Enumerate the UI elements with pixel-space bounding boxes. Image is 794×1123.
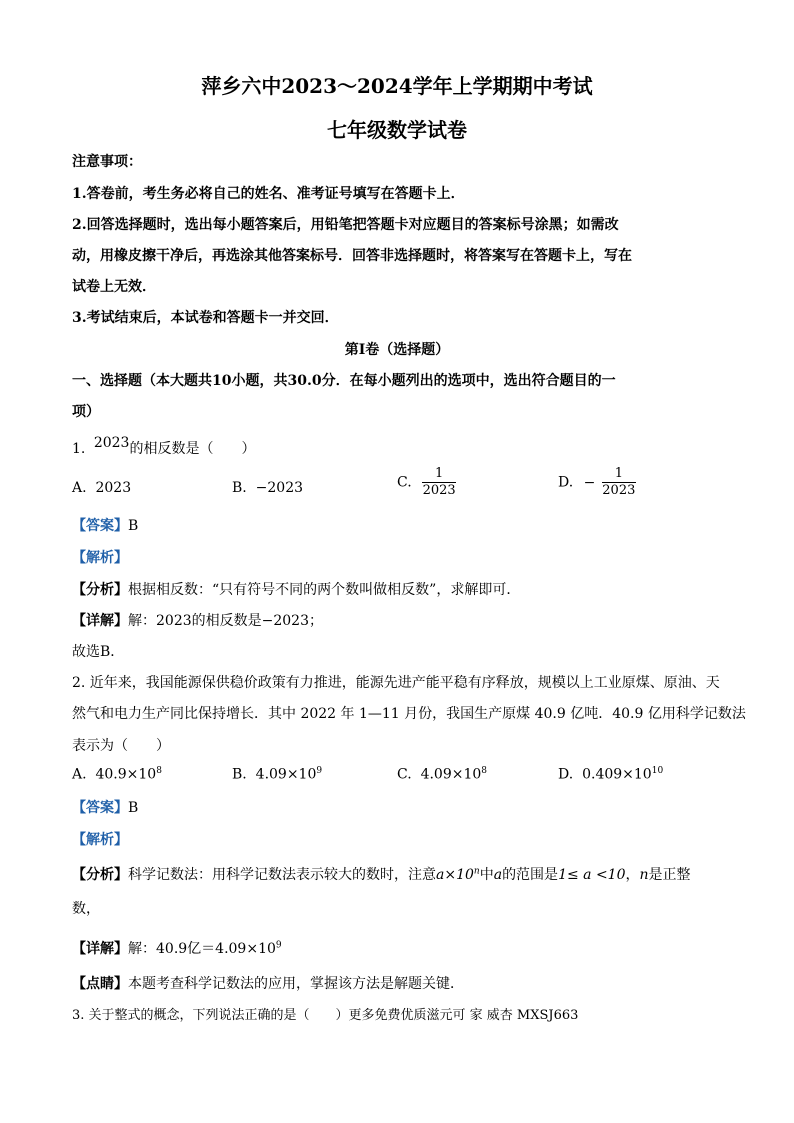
exponent: 10	[651, 766, 664, 776]
fraction	[602, 466, 636, 499]
exam-title: 萍乡六中2023～2024学年上学期期中考试	[201, 74, 593, 98]
question-1-text: 的相反数是（ ）	[129, 441, 256, 457]
exponent: 8	[481, 766, 488, 776]
xiangjie-text: 解：2023的相反数是−2023；	[128, 613, 323, 629]
fenxi-text: ，	[625, 867, 640, 883]
math-variable: a	[493, 867, 503, 883]
fraction-denominator: 2023	[602, 483, 636, 498]
q2-option-a	[72, 766, 162, 783]
q1-fenxi	[72, 579, 520, 599]
option-value: 4.09×10	[255, 766, 317, 783]
option-value: 40.9×10	[95, 766, 157, 783]
exponent: 9	[316, 766, 323, 776]
exponent: 8	[156, 766, 162, 776]
xiangjie-text: 解：40.9亿＝4.09×10	[128, 941, 276, 957]
q1-option-b	[232, 480, 303, 496]
question-2-line-1: 2. 近年来，我国能源保供稳价政策有力推进，能源先进产能平稳有序释放，规模以上工业原煤、原油、天	[72, 675, 720, 691]
exponent: n	[473, 866, 480, 877]
q2-fenxi-line-2: 数，	[72, 901, 100, 917]
dianjing-tag: 【点睛】	[72, 976, 128, 992]
xiangjie-tag: 【详解】	[72, 941, 128, 957]
note-2-line-2: 动，用橡皮擦干净后，再选涂其他答案标号．回答非选择题时，将答案写在答题卡上，写在	[72, 248, 632, 264]
minus-sign: −	[583, 474, 596, 491]
option-value: 2023	[95, 480, 132, 496]
question-1-expression: 2023	[93, 435, 130, 451]
option-value: −2023	[255, 480, 304, 496]
question-2-line-3: 表示为（ ）	[72, 738, 170, 754]
math-expression: a×10	[436, 867, 474, 883]
fenxi-text: 科学记数法：用科学记数法表示较大的数时，注意	[128, 867, 436, 883]
fenxi-text: 是正整	[648, 867, 691, 883]
fenxi-tag: 【分析】	[72, 582, 128, 598]
option-label: A.	[72, 480, 87, 496]
q2-xiangjie	[72, 938, 282, 958]
answer-value: B	[128, 518, 139, 534]
q1-xiangjie	[72, 610, 323, 630]
q2-option-d	[558, 766, 663, 783]
note-2-line-3: 试卷上无效．	[72, 279, 156, 295]
math-variable: n	[639, 867, 649, 883]
answer-tag: 【答案】	[72, 800, 128, 816]
fraction	[422, 466, 456, 499]
math-expression: 1≤ a <10	[558, 867, 626, 883]
q2-answer	[72, 797, 138, 817]
fenxi-text: 中	[479, 867, 494, 883]
option-value: 0.409×10	[582, 766, 652, 783]
option-label: D.	[558, 474, 574, 491]
note-1: 1.答卷前，考生务必将自己的姓名、准考证号填写在答题卡上．	[72, 186, 465, 202]
question-1	[72, 435, 256, 458]
q1-option-c	[397, 466, 456, 499]
answer-tag: 【答案】	[72, 518, 128, 534]
option-label: D.	[558, 766, 574, 783]
fenxi-text: 的范围是	[502, 867, 559, 883]
q2-dianjing	[72, 973, 464, 993]
fraction-numerator: 1	[614, 466, 623, 481]
fraction-numerator: 1	[434, 466, 444, 481]
option-value: 4.09×10	[420, 766, 482, 783]
option-label: C.	[397, 474, 412, 491]
q1-conclusion: 故选B．	[72, 644, 125, 660]
q1-option-d	[558, 466, 636, 499]
xiangjie-tag: 【详解】	[72, 613, 128, 629]
analysis-tag: 【解析】	[72, 550, 128, 566]
question-2-line-2: 然气和电力生产同比保持增长．其中 2022 年 1—11 月份，我国生产原煤 40.9 亿吨．40.9 亿用科学记数法	[72, 706, 746, 722]
q1-answer	[72, 515, 138, 535]
answer-value: B	[128, 800, 139, 816]
note-2-line-1: 2.回答选择题时，选出每小题答案后，用铅笔把答题卡对应题目的答案标号涂黑；如需改	[72, 217, 619, 233]
q2-fenxi	[72, 864, 691, 884]
notes-heading: 注意事项：	[72, 154, 142, 170]
fenxi-text: 根据相反数：“只有符号不同的两个数叫做相反数”，求解即可．	[128, 582, 521, 598]
fraction-denominator: 2023	[422, 483, 456, 498]
part-title: 第I卷（选择题）	[344, 342, 450, 358]
section-heading-line-2: 项）	[72, 404, 100, 420]
exponent: 9	[275, 940, 282, 951]
note-3: 3.考试结束后，本试卷和答题卡一并交回．	[72, 310, 339, 326]
q2-option-b	[232, 766, 322, 783]
fenxi-tag: 【分析】	[72, 867, 128, 883]
q1-analysis	[72, 547, 128, 567]
option-label: B.	[232, 766, 247, 783]
question-1-number: 1.	[72, 441, 86, 457]
question-3: 3. 关于整式的概念，下列说法正确的是（ ）更多免费优质滋元可 家 威杏 MXSJ663	[72, 1008, 579, 1023]
dianjing-text: 本题考查科学记数法的应用，掌握该方法是解题关键．	[128, 976, 464, 992]
section-heading-line-1: 一、选择题（本大题共10小题，共30.0分．在每小题列出的选项中，选出符合题目的一	[72, 373, 616, 389]
q2-analysis	[72, 829, 128, 849]
option-label: C.	[397, 766, 412, 783]
exam-subtitle: 七年级数学试卷	[327, 118, 467, 142]
option-label: A.	[72, 766, 87, 783]
option-label: B.	[232, 480, 247, 496]
q1-option-a	[72, 480, 131, 496]
q2-option-c	[397, 766, 487, 783]
analysis-tag: 【解析】	[72, 832, 128, 848]
